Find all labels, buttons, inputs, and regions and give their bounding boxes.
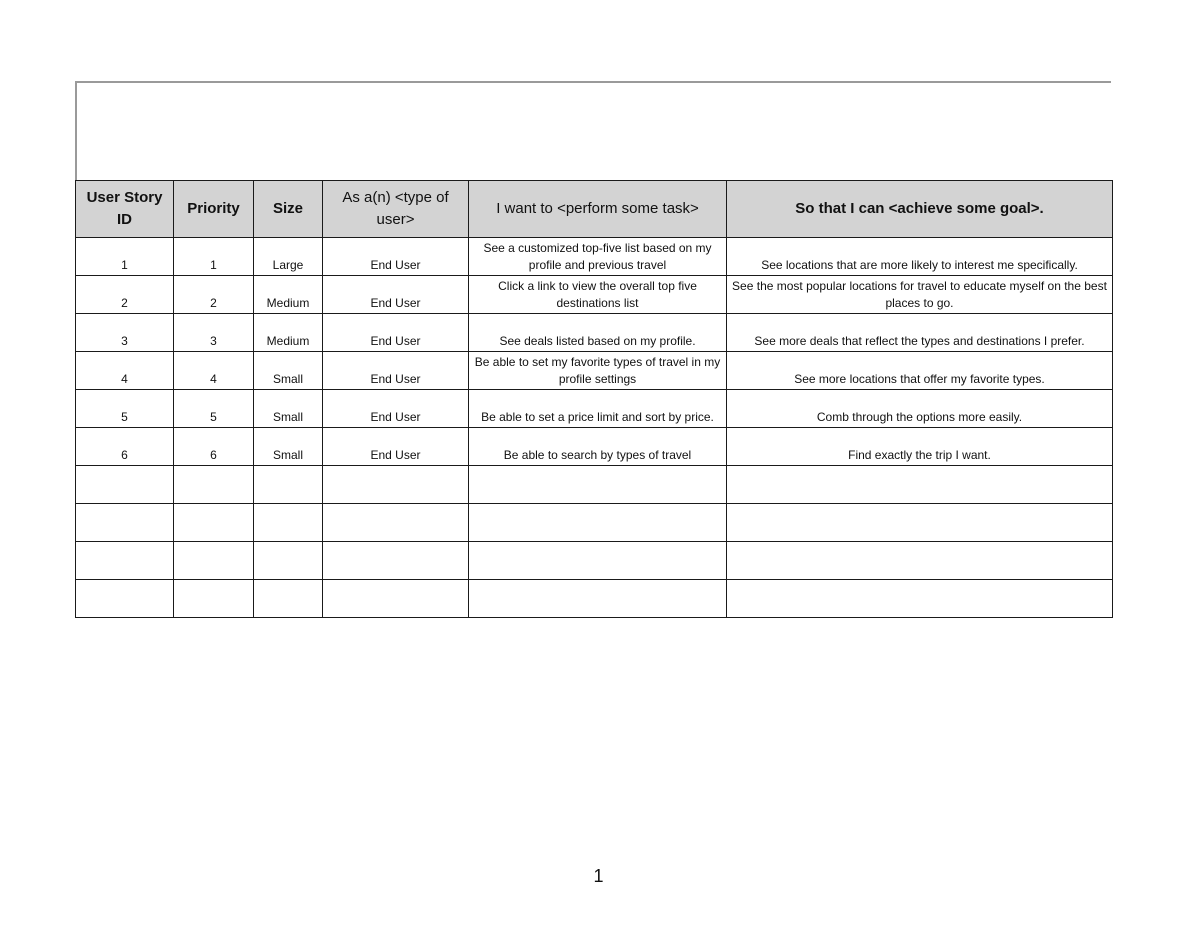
cell-task: Be able to set a price limit and sort by price.: [469, 390, 727, 428]
empty-cell: [323, 542, 469, 580]
empty-cell: [727, 580, 1113, 618]
empty-cell: [469, 466, 727, 504]
cell-task: Click a link to view the overall top five destinations list: [469, 276, 727, 314]
cell-size: Small: [254, 352, 323, 390]
page-number: 1: [593, 866, 604, 886]
header-user-story-id: User Story ID: [76, 181, 174, 238]
empty-cell: [469, 504, 727, 542]
empty-cell: [174, 504, 254, 542]
cell-user-type: End User: [323, 390, 469, 428]
empty-cell: [254, 542, 323, 580]
header-goal: So that I can <achieve some goal>.: [727, 181, 1113, 238]
cell-size: Large: [254, 238, 323, 276]
header-user-type: As a(n) <type of user>: [323, 181, 469, 238]
empty-cell: [76, 466, 174, 504]
empty-cell: [727, 504, 1113, 542]
cell-task: See deals listed based on my profile.: [469, 314, 727, 352]
table-row: [76, 238, 1113, 276]
cell-user-type: End User: [323, 352, 469, 390]
empty-cell: [76, 504, 174, 542]
cell-priority: 3: [174, 314, 254, 352]
empty-cell: [254, 504, 323, 542]
table-row: [76, 314, 1113, 352]
cell-goal: See more deals that reflect the types and destinations I prefer.: [727, 314, 1113, 352]
cell-priority: 2: [174, 276, 254, 314]
empty-cell: [174, 542, 254, 580]
empty-cell: [323, 504, 469, 542]
table-row: [76, 352, 1113, 390]
header-priority: Priority: [174, 181, 254, 238]
cell-size: Medium: [254, 314, 323, 352]
cell-priority: 6: [174, 428, 254, 466]
empty-cell: [254, 466, 323, 504]
cell-story-id: 2: [76, 276, 174, 314]
header-task: I want to <perform some task>: [469, 181, 727, 238]
cell-priority: 4: [174, 352, 254, 390]
cell-task: Be able to set my favorite types of travel in my profile settings: [469, 352, 727, 390]
cell-goal: Comb through the options more easily.: [727, 390, 1113, 428]
sheet-title-area: [75, 81, 1111, 181]
empty-cell: [323, 580, 469, 618]
cell-task: Be able to search by types of travel: [469, 428, 727, 466]
empty-cell: [76, 542, 174, 580]
cell-goal: Find exactly the trip I want.: [727, 428, 1113, 466]
empty-cell: [174, 466, 254, 504]
empty-table-row: [76, 580, 1113, 618]
header-size: Size: [254, 181, 323, 238]
empty-cell: [469, 542, 727, 580]
cell-size: Small: [254, 428, 323, 466]
table-row: [76, 276, 1113, 314]
empty-cell: [76, 580, 174, 618]
cell-user-type: End User: [323, 276, 469, 314]
empty-table-row: [76, 504, 1113, 542]
cell-story-id: 6: [76, 428, 174, 466]
cell-story-id: 4: [76, 352, 174, 390]
cell-size: Medium: [254, 276, 323, 314]
user-stories-table: [75, 180, 1113, 618]
cell-priority: 5: [174, 390, 254, 428]
empty-cell: [174, 580, 254, 618]
empty-cell: [727, 466, 1113, 504]
cell-user-type: End User: [323, 314, 469, 352]
table-row: [76, 428, 1113, 466]
empty-cell: [254, 580, 323, 618]
cell-goal: See more locations that offer my favorite types.: [727, 352, 1113, 390]
empty-cell: [727, 542, 1113, 580]
cell-story-id: 3: [76, 314, 174, 352]
cell-goal: See the most popular locations for travel to educate myself on the best places to go.: [727, 276, 1113, 314]
cell-user-type: End User: [323, 238, 469, 276]
cell-size: Small: [254, 390, 323, 428]
cell-goal: See locations that are more likely to interest me specifically.: [727, 238, 1113, 276]
cell-priority: 1: [174, 238, 254, 276]
cell-user-type: End User: [323, 428, 469, 466]
cell-task: See a customized top-five list based on my profile and previous travel: [469, 238, 727, 276]
cell-story-id: 5: [76, 390, 174, 428]
cell-story-id: 1: [76, 238, 174, 276]
empty-cell: [323, 466, 469, 504]
table-row: [76, 390, 1113, 428]
table-header-row: [76, 181, 1113, 238]
empty-cell: [469, 580, 727, 618]
empty-table-row: [76, 542, 1113, 580]
empty-table-row: [76, 466, 1113, 504]
